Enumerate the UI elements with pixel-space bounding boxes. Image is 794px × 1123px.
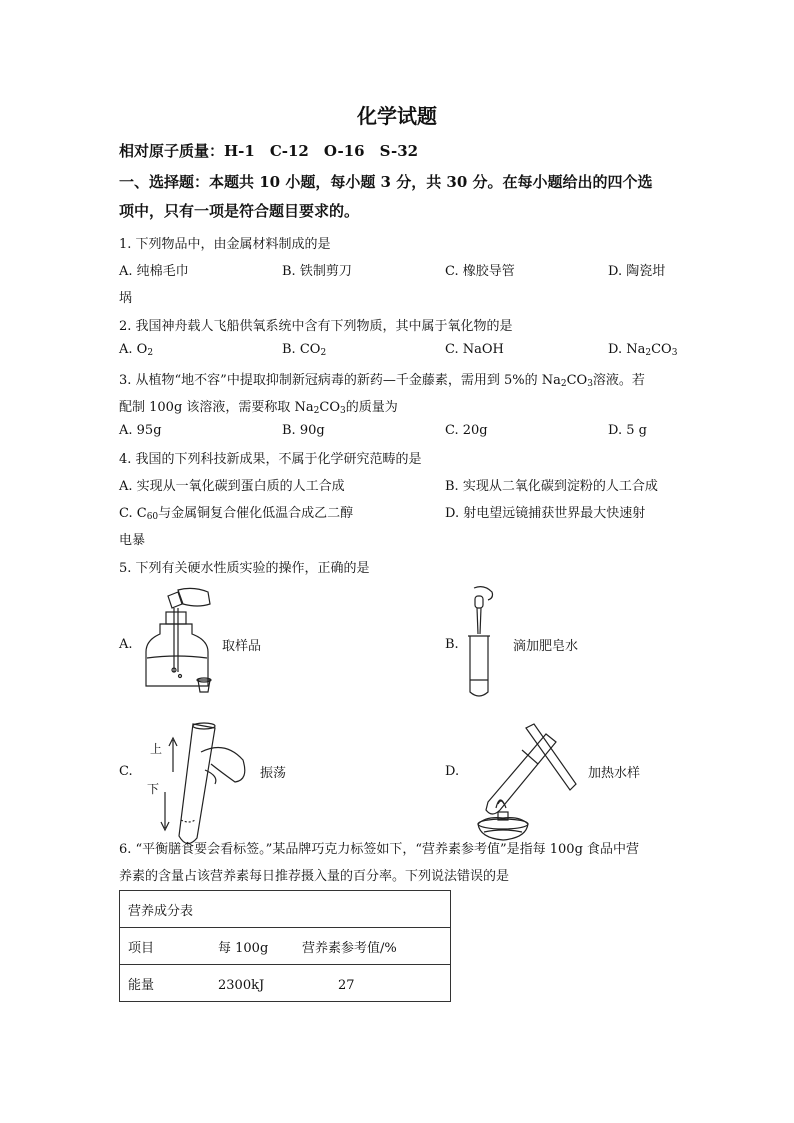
q1-option-d: D. 陶瓷坩 [608, 264, 666, 279]
q5-stem: 5. 下列有关硬水性质实验的操作，正确的是 [119, 561, 370, 576]
q2-stem: 2. 我国神舟载人飞船供氧系统中含有下列物质，其中属于氧化物的是 [119, 319, 513, 334]
cell-energy-value: 2300kJ [218, 977, 265, 993]
q4-stem: 4. 我国的下列科技新成果，不属于化学研究范畴的是 [119, 452, 422, 467]
q3-stem-line2: 配制 100g 该溶液，需要称取 $Na_2CO_3$的质量为 [119, 400, 398, 416]
q5-option-b-label: 滴加肥皂水 [513, 639, 579, 654]
q5-option-d-letter: D. [445, 764, 460, 779]
q2-option-d: D. $Na_2CO_3$ [608, 342, 678, 358]
q5-option-b-letter: B. [445, 637, 459, 652]
heating-tube-illustration [466, 720, 586, 848]
q5-option-c-label: 振荡 [260, 766, 287, 781]
q2-option-c: C. NaOH [445, 342, 504, 357]
table-row [120, 891, 451, 928]
page-title: 化学试题 [357, 104, 437, 128]
q3-option-a: A. 95g [119, 423, 162, 438]
q2-option-b: B. $CO_2$ [282, 342, 327, 358]
q1-option-d-wrap: 埚 [119, 291, 133, 306]
cell-energy: 能量 [128, 977, 155, 993]
q1-option-c: C. 橡胶导管 [445, 264, 515, 279]
q1-stem: 1. 下列物品中，由金属材料制成的是 [119, 237, 331, 252]
q1-option-a: A. 纯棉毛巾 [119, 264, 189, 279]
q3-option-d: D. 5 g [608, 423, 647, 438]
q6-stem-line1: 6. “平衡膳食要会看标签。”某品牌巧克力标签如下，“营养素参考值”是指每 100g 食品中营 [119, 842, 640, 857]
q4-option-c: C. $C_{60}$与金属铜复合催化低温合成乙二醇 [119, 506, 354, 522]
q5-option-a-label: 取样品 [222, 639, 262, 654]
cell-energy-nrv: 27 [338, 977, 355, 993]
q4-option-a: A. 实现从一氧化碳到蛋白质的人工合成 [119, 479, 345, 494]
header-per-100g: 每 100g [218, 940, 269, 956]
shake-up-label: 上 [150, 742, 163, 756]
q2-option-a: A. $O_2$ [119, 342, 154, 358]
q5-option-d-label: 加热水样 [588, 766, 641, 781]
q3-option-b: B. 90g [282, 423, 325, 438]
atomic-mass-line: 相对原子质量：H-1 C-12 O-16 S-32 [119, 142, 419, 160]
q4-option-d: D. 射电望远镜捕获世界最大快速射 [445, 506, 646, 521]
q3-option-c: C. 20g [445, 423, 488, 438]
q5-option-a-letter: A. [119, 637, 133, 652]
header-item: 项目 [128, 940, 155, 956]
table-caption: 营养成分表 [120, 891, 451, 928]
dropper-test-tube-illustration [462, 584, 502, 702]
section1-line2: 项中，只有一项是符合题目要求的。 [119, 202, 360, 220]
table-row [120, 928, 451, 965]
q6-stem-line2: 养素的含量占该营养素每日推荐摄入量的百分率。下列说法错误的是 [119, 869, 510, 884]
q4-option-d-wrap: 电暴 [119, 533, 146, 548]
nutrition-table [119, 890, 451, 1002]
pour-sample-illustration [138, 582, 218, 697]
q4-option-b: B. 实现从二氧化碳到淀粉的人工合成 [445, 479, 658, 494]
q3-stem-line1: 3. 从植物“地不容”中提取抑制新冠病毒的新药—千金藤素，需用到 5%的 $Na_2CO_3$溶液。若 [119, 373, 645, 389]
q1-option-b: B. 铁制剪刀 [282, 264, 352, 279]
section1-line1: 一、选择题：本题共 10 小题，每小题 3 分，共 30 分。在每小题给出的四个选 [119, 173, 653, 191]
table-row [120, 965, 451, 1002]
q5-option-c-letter: C. [119, 764, 133, 779]
shake-down-label: 下 [147, 782, 160, 796]
header-nrv: 营养素参考值/% [302, 940, 397, 956]
